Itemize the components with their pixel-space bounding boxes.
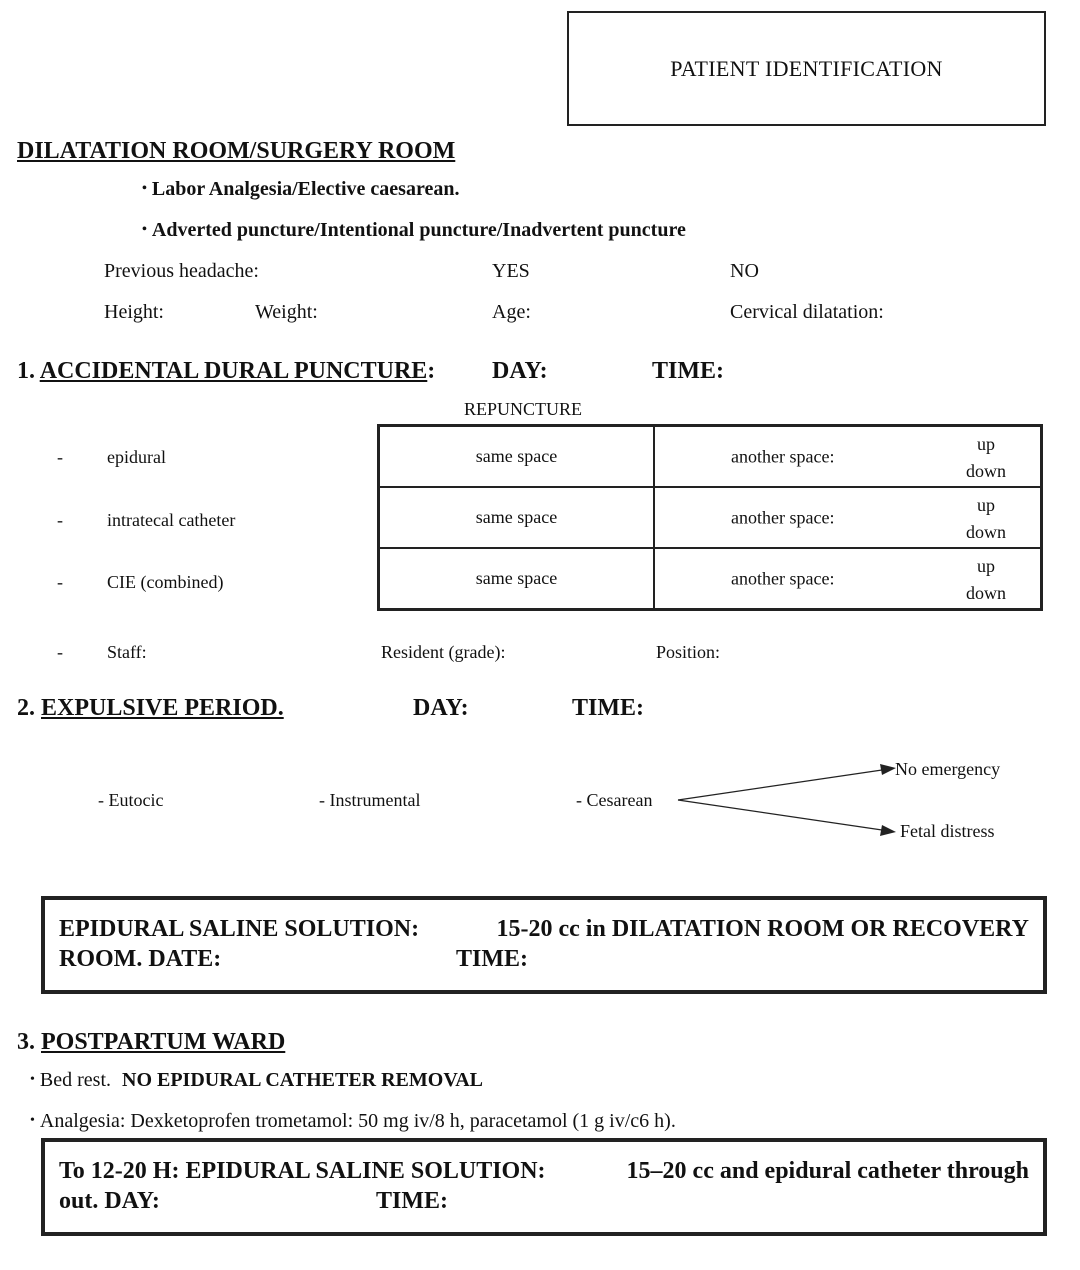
staff-label: Staff: <box>107 642 147 662</box>
bullet-dot-icon: • <box>142 222 147 237</box>
up-option[interactable]: up <box>977 556 995 576</box>
down-option[interactable]: down <box>966 522 1006 542</box>
saline-box-instruction: 15-20 cc in DILATATION ROOM OR RECOVERY <box>496 916 1029 942</box>
previous-headache-label: Previous headache: <box>104 260 259 282</box>
row-dash: - <box>57 447 63 467</box>
catheter-removal-box <box>41 1138 1047 1236</box>
up-option[interactable]: up <box>977 434 995 454</box>
another-space-cell[interactable] <box>654 548 1042 610</box>
up-down-options <box>966 431 1006 485</box>
cesarean-option[interactable]: - Cesarean <box>576 790 653 810</box>
row-label-epidural: epidural <box>107 447 166 467</box>
section3-heading <box>17 1029 285 1056</box>
repuncture-label: REPUNCTURE <box>464 399 583 419</box>
section2-day-label: DAY: <box>413 695 469 721</box>
section1-heading <box>17 358 435 385</box>
row-label-intratecal: intratecal catheter <box>107 510 236 530</box>
saline-box-line2 <box>59 944 1029 974</box>
saline-box-time-label: TIME: <box>456 946 528 972</box>
down-option[interactable]: down <box>966 461 1006 481</box>
age-label: Age: <box>492 301 531 323</box>
yes-option[interactable]: YES <box>492 260 530 282</box>
another-space-cell[interactable] <box>654 487 1042 548</box>
same-space-cell[interactable]: same space <box>379 487 655 548</box>
bed-rest-line <box>30 1069 483 1092</box>
bullet-text: Labor Analgesia/Elective caesarean. <box>151 178 460 200</box>
eutocic-option[interactable]: - Eutocic <box>98 790 164 810</box>
same-space-cell[interactable]: same space <box>379 548 655 610</box>
saline-box-date-label: ROOM. DATE: <box>59 946 222 972</box>
table-row <box>379 548 1042 610</box>
position-label: Position: <box>656 642 721 662</box>
another-space-label: another space: <box>731 568 835 588</box>
row-dash: - <box>57 572 63 592</box>
cesarean-branch-arrows <box>676 758 906 843</box>
section-number: 1. <box>17 358 35 384</box>
row-label-cie: CIE (combined) <box>107 572 224 592</box>
another-space-cell[interactable] <box>654 426 1042 488</box>
same-space-cell[interactable]: same space <box>379 426 655 488</box>
arrowhead-icon <box>880 764 896 775</box>
height-label: Height: <box>104 301 164 323</box>
no-catheter-removal-warning: NO EPIDURAL CATHETER REMOVAL <box>122 1069 483 1091</box>
section2-heading <box>17 695 284 722</box>
final-box-line2 <box>59 1186 1029 1216</box>
arrow-line-no-emergency <box>678 770 882 800</box>
bullet-labor-analgesia <box>142 178 459 201</box>
epidural-saline-box <box>41 896 1047 994</box>
up-down-options <box>966 553 1006 607</box>
another-space-label: another space: <box>731 507 835 527</box>
final-box-time-label: TIME: <box>376 1188 448 1214</box>
section1-colon: : <box>427 358 436 384</box>
table-row <box>379 487 1042 548</box>
dilatation-room-title: DILATATION ROOM/SURGERY ROOM <box>17 138 456 164</box>
section-number: 3. <box>17 1029 35 1055</box>
section3-title: POSTPARTUM WARD <box>41 1029 286 1055</box>
final-box-instruction: 15–20 cc and epidural catheter through <box>626 1158 1029 1184</box>
section2-time-label: TIME: <box>572 695 644 721</box>
arrowhead-icon <box>880 825 896 836</box>
up-down-options <box>966 492 1006 546</box>
row-dash: - <box>57 510 63 530</box>
final-box-day-label: out. DAY: <box>59 1188 160 1214</box>
section-number: 2. <box>17 695 35 721</box>
bed-rest-text: Bed rest. <box>39 1069 111 1091</box>
fetal-distress-option[interactable]: Fetal distress <box>900 821 995 841</box>
patient-identification-box <box>567 11 1046 126</box>
instrumental-option[interactable]: - Instrumental <box>319 790 421 810</box>
resident-grade-label: Resident (grade): <box>381 642 506 662</box>
bullet-dot-icon: • <box>30 1113 35 1128</box>
weight-label: Weight: <box>255 301 318 323</box>
down-option[interactable]: down <box>966 583 1006 603</box>
analgesia-text: Analgesia: Dexketoprofen trometamol: 50 mg iv/8 h, paracetamol (1 g iv/c6 h). <box>39 1110 676 1132</box>
repuncture-table <box>377 424 1043 611</box>
table-row <box>379 426 1042 488</box>
no-option[interactable]: NO <box>730 260 759 282</box>
bullet-puncture-type <box>142 219 686 242</box>
section1-time-label: TIME: <box>652 358 724 384</box>
analgesia-line <box>30 1110 676 1133</box>
staff-dash: - <box>57 642 63 662</box>
final-box-heading: To 12-20 H: EPIDURAL SALINE SOLUTION: <box>59 1158 546 1184</box>
no-emergency-option[interactable]: No emergency <box>895 759 1001 779</box>
final-box-line1 <box>59 1156 1029 1186</box>
bullet-dot-icon: • <box>142 181 147 196</box>
section2-title: EXPULSIVE PERIOD. <box>41 695 284 721</box>
bullet-text: Adverted puncture/Intentional puncture/Inadvertent puncture <box>151 219 686 241</box>
bullet-dot-icon: • <box>30 1072 35 1087</box>
patient-identification-label: PATIENT IDENTIFICATION <box>670 55 943 81</box>
arrow-line-fetal-distress <box>678 800 882 830</box>
up-option[interactable]: up <box>977 495 995 515</box>
saline-box-heading: EPIDURAL SALINE SOLUTION: <box>59 916 420 942</box>
section1-day-label: DAY: <box>492 358 548 384</box>
another-space-label: another space: <box>731 446 835 466</box>
section1-title: ACCIDENTAL DURAL PUNCTURE <box>39 358 428 384</box>
cervical-dilatation-label: Cervical dilatation: <box>730 301 884 323</box>
saline-box-line1 <box>59 914 1029 944</box>
